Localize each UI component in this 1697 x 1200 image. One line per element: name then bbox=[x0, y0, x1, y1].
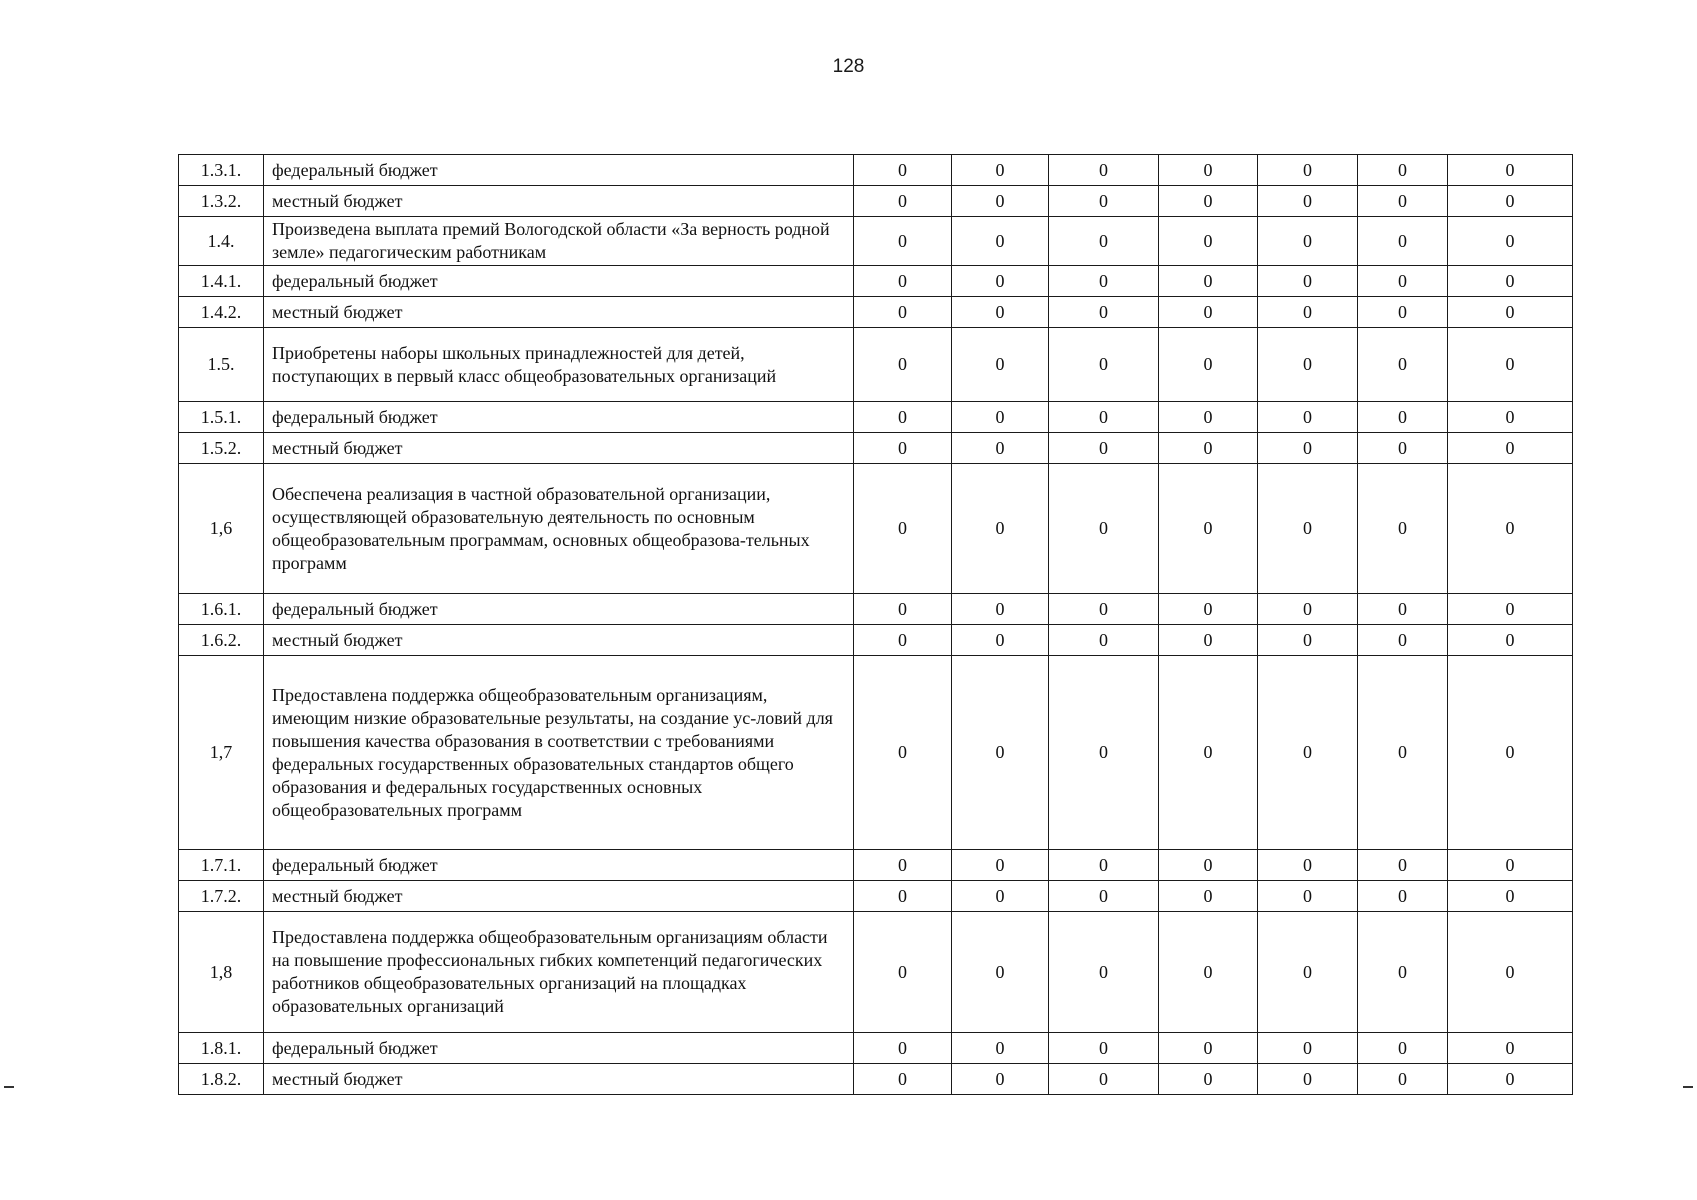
scan-mark-right bbox=[1683, 1086, 1693, 1088]
value-cell: 0 bbox=[1049, 155, 1159, 186]
row-code: 1.8.2. bbox=[179, 1064, 264, 1095]
row-code: 1.3.1. bbox=[179, 155, 264, 186]
value-cell: 0 bbox=[1358, 656, 1448, 850]
value-cell: 0 bbox=[1049, 594, 1159, 625]
value-cell: 0 bbox=[854, 850, 952, 881]
row-code: 1.4. bbox=[179, 217, 264, 266]
value-cell: 0 bbox=[1358, 594, 1448, 625]
value-cell: 0 bbox=[952, 594, 1049, 625]
value-cell: 0 bbox=[952, 266, 1049, 297]
row-description: Предоставлена поддержка общеобразовательным организациям, имеющим низкие образовательные результаты, на создание ус-ловий для повышения качества образования в соответствии с требованиями федеральных государственных образовательных стандартов общего образования и федеральных государственных основных общеобразовательных программ bbox=[264, 656, 854, 850]
row-description: Предоставлена поддержка общеобразовательным организациям области на повышение профессиональных гибких компетенций педагогических работников общеобразовательных организаций на площадках образовательных организаций bbox=[264, 912, 854, 1033]
value-cell: 0 bbox=[1258, 217, 1358, 266]
value-cell: 0 bbox=[854, 912, 952, 1033]
value-cell: 0 bbox=[1049, 912, 1159, 1033]
value-cell: 0 bbox=[1258, 881, 1358, 912]
row-description: федеральный бюджет bbox=[264, 266, 854, 297]
row-code: 1,7 bbox=[179, 656, 264, 850]
value-cell: 0 bbox=[854, 1064, 952, 1095]
value-cell: 0 bbox=[1358, 297, 1448, 328]
row-code: 1.5.2. bbox=[179, 433, 264, 464]
table-row bbox=[179, 625, 1573, 656]
value-cell: 0 bbox=[952, 1033, 1049, 1064]
value-cell: 0 bbox=[854, 1033, 952, 1064]
row-description: Произведена выплата премий Вологодской области «За верность родной земле» педагогическим работникам bbox=[264, 217, 854, 266]
value-cell: 0 bbox=[1049, 656, 1159, 850]
value-cell: 0 bbox=[952, 656, 1049, 850]
value-cell: 0 bbox=[1358, 266, 1448, 297]
value-cell: 0 bbox=[1159, 625, 1258, 656]
value-cell: 0 bbox=[1159, 186, 1258, 217]
value-cell: 0 bbox=[1358, 217, 1448, 266]
table-row bbox=[179, 464, 1573, 594]
value-cell: 0 bbox=[1448, 266, 1573, 297]
value-cell: 0 bbox=[1448, 1064, 1573, 1095]
value-cell: 0 bbox=[1448, 217, 1573, 266]
value-cell: 0 bbox=[1258, 656, 1358, 850]
value-cell: 0 bbox=[1358, 186, 1448, 217]
value-cell: 0 bbox=[1258, 402, 1358, 433]
value-cell: 0 bbox=[1448, 912, 1573, 1033]
table-row bbox=[179, 433, 1573, 464]
value-cell: 0 bbox=[1159, 594, 1258, 625]
value-cell: 0 bbox=[1258, 625, 1358, 656]
row-code: 1.7.2. bbox=[179, 881, 264, 912]
value-cell: 0 bbox=[1258, 1064, 1358, 1095]
row-code: 1.4.1. bbox=[179, 266, 264, 297]
row-description: федеральный бюджет bbox=[264, 402, 854, 433]
value-cell: 0 bbox=[1159, 433, 1258, 464]
value-cell: 0 bbox=[1358, 155, 1448, 186]
value-cell: 0 bbox=[1448, 464, 1573, 594]
value-cell: 0 bbox=[1159, 155, 1258, 186]
value-cell: 0 bbox=[1159, 912, 1258, 1033]
value-cell: 0 bbox=[854, 186, 952, 217]
value-cell: 0 bbox=[1448, 1033, 1573, 1064]
row-description: местный бюджет bbox=[264, 297, 854, 328]
value-cell: 0 bbox=[1358, 912, 1448, 1033]
value-cell: 0 bbox=[1258, 155, 1358, 186]
value-cell: 0 bbox=[1049, 402, 1159, 433]
value-cell: 0 bbox=[854, 328, 952, 402]
table-row bbox=[179, 217, 1573, 266]
value-cell: 0 bbox=[952, 912, 1049, 1033]
row-code: 1.6.1. bbox=[179, 594, 264, 625]
value-cell: 0 bbox=[952, 881, 1049, 912]
value-cell: 0 bbox=[1258, 328, 1358, 402]
value-cell: 0 bbox=[952, 402, 1049, 433]
value-cell: 0 bbox=[1159, 881, 1258, 912]
table-row bbox=[179, 186, 1573, 217]
row-code: 1.5. bbox=[179, 328, 264, 402]
row-description: Обеспечена реализация в частной образовательной организации, осуществляющей образовательную деятельность по основным общеобразовательным программам, основных общеобразова-тельных программ bbox=[264, 464, 854, 594]
value-cell: 0 bbox=[1258, 266, 1358, 297]
value-cell: 0 bbox=[854, 297, 952, 328]
value-cell: 0 bbox=[1049, 881, 1159, 912]
value-cell: 0 bbox=[952, 464, 1049, 594]
value-cell: 0 bbox=[952, 625, 1049, 656]
row-code: 1.7.1. bbox=[179, 850, 264, 881]
row-description: местный бюджет bbox=[264, 186, 854, 217]
scan-mark-left bbox=[4, 1086, 14, 1088]
value-cell: 0 bbox=[1358, 402, 1448, 433]
value-cell: 0 bbox=[854, 266, 952, 297]
value-cell: 0 bbox=[1358, 1064, 1448, 1095]
table-row bbox=[179, 297, 1573, 328]
value-cell: 0 bbox=[1049, 464, 1159, 594]
table-row bbox=[179, 656, 1573, 850]
value-cell: 0 bbox=[1258, 297, 1358, 328]
table-row bbox=[179, 1033, 1573, 1064]
row-description: местный бюджет bbox=[264, 625, 854, 656]
value-cell: 0 bbox=[1258, 464, 1358, 594]
value-cell: 0 bbox=[1258, 912, 1358, 1033]
value-cell: 0 bbox=[854, 217, 952, 266]
value-cell: 0 bbox=[1049, 217, 1159, 266]
value-cell: 0 bbox=[1159, 1033, 1258, 1064]
value-cell: 0 bbox=[1358, 881, 1448, 912]
page-number: 128 bbox=[832, 56, 865, 77]
value-cell: 0 bbox=[1358, 464, 1448, 594]
row-description: местный бюджет bbox=[264, 881, 854, 912]
row-code: 1.4.2. bbox=[179, 297, 264, 328]
value-cell: 0 bbox=[1049, 625, 1159, 656]
value-cell: 0 bbox=[1159, 328, 1258, 402]
row-code: 1.6.2. bbox=[179, 625, 264, 656]
value-cell: 0 bbox=[1448, 186, 1573, 217]
value-cell: 0 bbox=[1159, 402, 1258, 433]
value-cell: 0 bbox=[854, 594, 952, 625]
value-cell: 0 bbox=[1049, 1033, 1159, 1064]
value-cell: 0 bbox=[1258, 1033, 1358, 1064]
value-cell: 0 bbox=[952, 217, 1049, 266]
row-code: 1,8 bbox=[179, 912, 264, 1033]
row-description: местный бюджет bbox=[264, 1064, 854, 1095]
value-cell: 0 bbox=[1159, 656, 1258, 850]
value-cell: 0 bbox=[1049, 1064, 1159, 1095]
row-description: федеральный бюджет bbox=[264, 594, 854, 625]
value-cell: 0 bbox=[1049, 266, 1159, 297]
row-description: федеральный бюджет bbox=[264, 155, 854, 186]
value-cell: 0 bbox=[1358, 433, 1448, 464]
value-cell: 0 bbox=[1049, 850, 1159, 881]
value-cell: 0 bbox=[1358, 1033, 1448, 1064]
value-cell: 0 bbox=[1258, 186, 1358, 217]
value-cell: 0 bbox=[1159, 297, 1258, 328]
value-cell: 0 bbox=[1448, 433, 1573, 464]
value-cell: 0 bbox=[1159, 1064, 1258, 1095]
row-code: 1,6 bbox=[179, 464, 264, 594]
value-cell: 0 bbox=[952, 297, 1049, 328]
value-cell: 0 bbox=[854, 402, 952, 433]
value-cell: 0 bbox=[1448, 850, 1573, 881]
value-cell: 0 bbox=[1159, 850, 1258, 881]
table-row bbox=[179, 328, 1573, 402]
value-cell: 0 bbox=[952, 155, 1049, 186]
value-cell: 0 bbox=[1448, 625, 1573, 656]
value-cell: 0 bbox=[952, 433, 1049, 464]
table-row bbox=[179, 881, 1573, 912]
value-cell: 0 bbox=[854, 155, 952, 186]
table-row bbox=[179, 912, 1573, 1033]
table-row bbox=[179, 266, 1573, 297]
value-cell: 0 bbox=[854, 625, 952, 656]
value-cell: 0 bbox=[1358, 850, 1448, 881]
value-cell: 0 bbox=[1159, 217, 1258, 266]
value-cell: 0 bbox=[952, 328, 1049, 402]
value-cell: 0 bbox=[1258, 433, 1358, 464]
value-cell: 0 bbox=[1049, 328, 1159, 402]
table-row bbox=[179, 1064, 1573, 1095]
value-cell: 0 bbox=[1358, 328, 1448, 402]
value-cell: 0 bbox=[1448, 155, 1573, 186]
value-cell: 0 bbox=[854, 881, 952, 912]
value-cell: 0 bbox=[1448, 402, 1573, 433]
row-description: федеральный бюджет bbox=[264, 850, 854, 881]
table-row bbox=[179, 155, 1573, 186]
row-code: 1.3.2. bbox=[179, 186, 264, 217]
value-cell: 0 bbox=[1159, 266, 1258, 297]
value-cell: 0 bbox=[1159, 464, 1258, 594]
row-code: 1.5.1. bbox=[179, 402, 264, 433]
budget-table bbox=[178, 154, 1573, 1095]
table-row bbox=[179, 594, 1573, 625]
table-row bbox=[179, 402, 1573, 433]
row-code: 1.8.1. bbox=[179, 1033, 264, 1064]
value-cell: 0 bbox=[952, 850, 1049, 881]
value-cell: 0 bbox=[1448, 656, 1573, 850]
value-cell: 0 bbox=[1258, 850, 1358, 881]
value-cell: 0 bbox=[854, 656, 952, 850]
value-cell: 0 bbox=[854, 464, 952, 594]
value-cell: 0 bbox=[1448, 328, 1573, 402]
row-description: местный бюджет bbox=[264, 433, 854, 464]
value-cell: 0 bbox=[1448, 297, 1573, 328]
value-cell: 0 bbox=[1258, 594, 1358, 625]
value-cell: 0 bbox=[1049, 186, 1159, 217]
value-cell: 0 bbox=[1448, 594, 1573, 625]
value-cell: 0 bbox=[1049, 297, 1159, 328]
value-cell: 0 bbox=[854, 433, 952, 464]
value-cell: 0 bbox=[1448, 881, 1573, 912]
value-cell: 0 bbox=[952, 1064, 1049, 1095]
value-cell: 0 bbox=[1358, 625, 1448, 656]
value-cell: 0 bbox=[952, 186, 1049, 217]
row-description: федеральный бюджет bbox=[264, 1033, 854, 1064]
table-body bbox=[179, 155, 1573, 1095]
table-row bbox=[179, 850, 1573, 881]
row-description: Приобретены наборы школьных принадлежностей для детей, поступающих в первый класс общеобразовательных организаций bbox=[264, 328, 854, 402]
value-cell: 0 bbox=[1049, 433, 1159, 464]
